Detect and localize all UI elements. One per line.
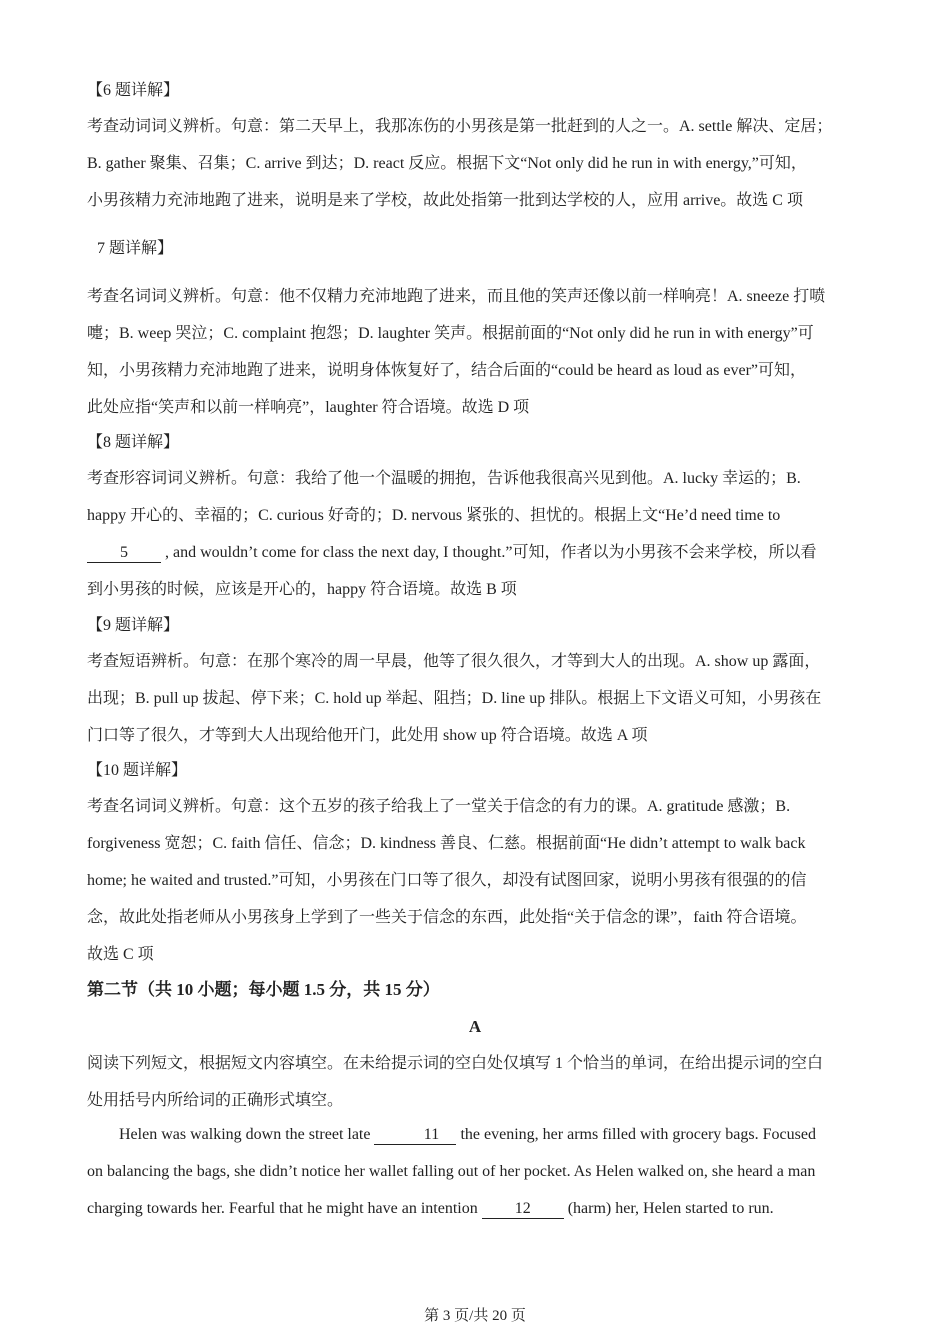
q10-heading: 【10 题详解】 bbox=[87, 762, 188, 779]
q10-line-1: 考查名词词义辨析。句意：这个五岁的孩子给我上了一堂关于信念的有力的课。A. gratitude 感激；B. bbox=[87, 798, 791, 815]
passage-text: (harm) her, Helen started to run. bbox=[563, 1200, 774, 1217]
section-instructions bbox=[87, 1045, 867, 1119]
q8-explanation bbox=[87, 460, 867, 608]
section-title: 第二节（共 10 小题；每小题 1.5 分，共 15 分） bbox=[87, 980, 440, 999]
q7-line-2: 嚏；B. weep 哭泣；C. complaint 抱怨；D. laughter 笑声。根据前面的“Not only did he run in with energy”可 bbox=[87, 325, 814, 342]
passage-line-3 bbox=[87, 1190, 867, 1227]
q10-line-5: 故选 C 项 bbox=[87, 946, 154, 963]
q8-line-3-text: , and wouldn’t come for class the next day, I thought.”可知，作者以为小男孩不会来学校，所以看 bbox=[161, 544, 817, 561]
passage-line-2: on balancing the bags, she didn’t notice her wallet falling out of her pocket. As Helen walked on, she heard a man bbox=[87, 1163, 816, 1180]
q6-line-2: B. gather 聚集、召集；C. arrive 到达；D. react 反应。根据下文“Not only did he run in with energy,”可知， bbox=[87, 155, 807, 172]
q8-line-2: happy 开心的、幸福的；C. curious 好奇的；D. nervous 紧张的、担忧的。根据上文“He’d need time to bbox=[87, 507, 781, 524]
q8-heading: 【8 题详解】 bbox=[87, 434, 180, 451]
q7-heading: 7 题详解】 bbox=[97, 240, 174, 257]
passage-line-1 bbox=[87, 1116, 867, 1153]
instructions-line-2: 处用括号内所给词的正确形式填空。 bbox=[87, 1092, 344, 1109]
q10-line-3: home; he waited and trusted.”可知，小男孩在门口等了很久，却没有试图回家，说明小男孩有很强的的信 bbox=[87, 872, 807, 889]
q10-line-2: forgiveness 宽恕；C. faith 信任、信念；D. kindness 善良、仁慈。根据前面“He didn’t attempt to walk back bbox=[87, 835, 806, 852]
q7-explanation bbox=[87, 278, 867, 426]
q9-explanation bbox=[87, 643, 867, 754]
q10-explanation bbox=[87, 788, 867, 973]
blank-11[interactable]: 11 bbox=[374, 1126, 456, 1145]
q6-line-1: 考查动词词义辨析。句意：第二天早上，我那冻伤的小男孩是第一批赶到的人之一。A. settle 解决、定居； bbox=[87, 118, 833, 135]
q8-quoted-blank: 5 bbox=[87, 544, 161, 563]
instructions-line-1: 阅读下列短文，根据短文内容填空。在未给提示词的空白处仅填写 1 个恰当的单词，在给出提示词的空白 bbox=[87, 1055, 824, 1072]
q8-line-3 bbox=[87, 534, 867, 571]
q9-line-2: 出现；B. pull up 拔起、停下来；C. hold up 举起、阻挡；D. line up 排队。根据上下文语义可知，小男孩在 bbox=[87, 690, 822, 707]
passage-text: charging towards her. Fearful that he might have an intention bbox=[87, 1200, 482, 1217]
passage-letter: A bbox=[468, 1017, 482, 1036]
q9-line-3: 门口等了很久，才等到大人出现给他开门，此处用 show up 符合语境。故选 A 项 bbox=[87, 727, 648, 744]
q6-line-3: 小男孩精力充沛地跑了进来，说明是来了学校，故此处指第一批到达学校的人，应用 arrive。故选 C 项 bbox=[87, 192, 803, 209]
passage-text: Helen was walking down the street late bbox=[119, 1126, 375, 1143]
q10-line-4: 念，故此处指老师从小男孩身上学到了一些关于信念的东西，此处指“关于信念的课”，faith 符合语境。 bbox=[87, 909, 807, 926]
q8-line-4: 到小男孩的时候，应该是开心的，happy 符合语境。故选 B 项 bbox=[87, 581, 517, 598]
q8-line-1: 考查形容词词义辨析。句意：我给了他一个温暖的拥抱，告诉他我很高兴见到他。A. lucky 幸运的；B. bbox=[87, 470, 801, 487]
blank-12[interactable]: 12 bbox=[482, 1200, 564, 1219]
q6-explanation bbox=[87, 108, 867, 219]
q9-heading: 【9 题详解】 bbox=[87, 617, 180, 634]
q6-heading: 【6 题详解】 bbox=[87, 82, 180, 99]
q9-line-1: 考查短语辨析。句意：在那个寒冷的周一早晨，他等了很久很久，才等到大人的出现。A. show up 露面， bbox=[87, 653, 821, 670]
q7-line-1: 考查名词词义辨析。句意：他不仅精力充沛地跑了进来，而且他的笑声还像以前一样响亮！A. sneeze 打喷 bbox=[87, 288, 826, 305]
q7-line-4: 此处应指“笑声和以前一样响亮”，laughter 符合语境。故选 D 项 bbox=[87, 399, 530, 416]
page-number: 第 3 页/共 20 页 bbox=[424, 1308, 526, 1324]
passage-text: the evening, her arms filled with grocery bags. Focused bbox=[456, 1126, 816, 1143]
q7-line-3: 知，小男孩精力充沛地跑了进来，说明身体恢复好了，结合后面的“could be heard as loud as ever”可知， bbox=[87, 362, 807, 379]
passage bbox=[87, 1116, 867, 1227]
